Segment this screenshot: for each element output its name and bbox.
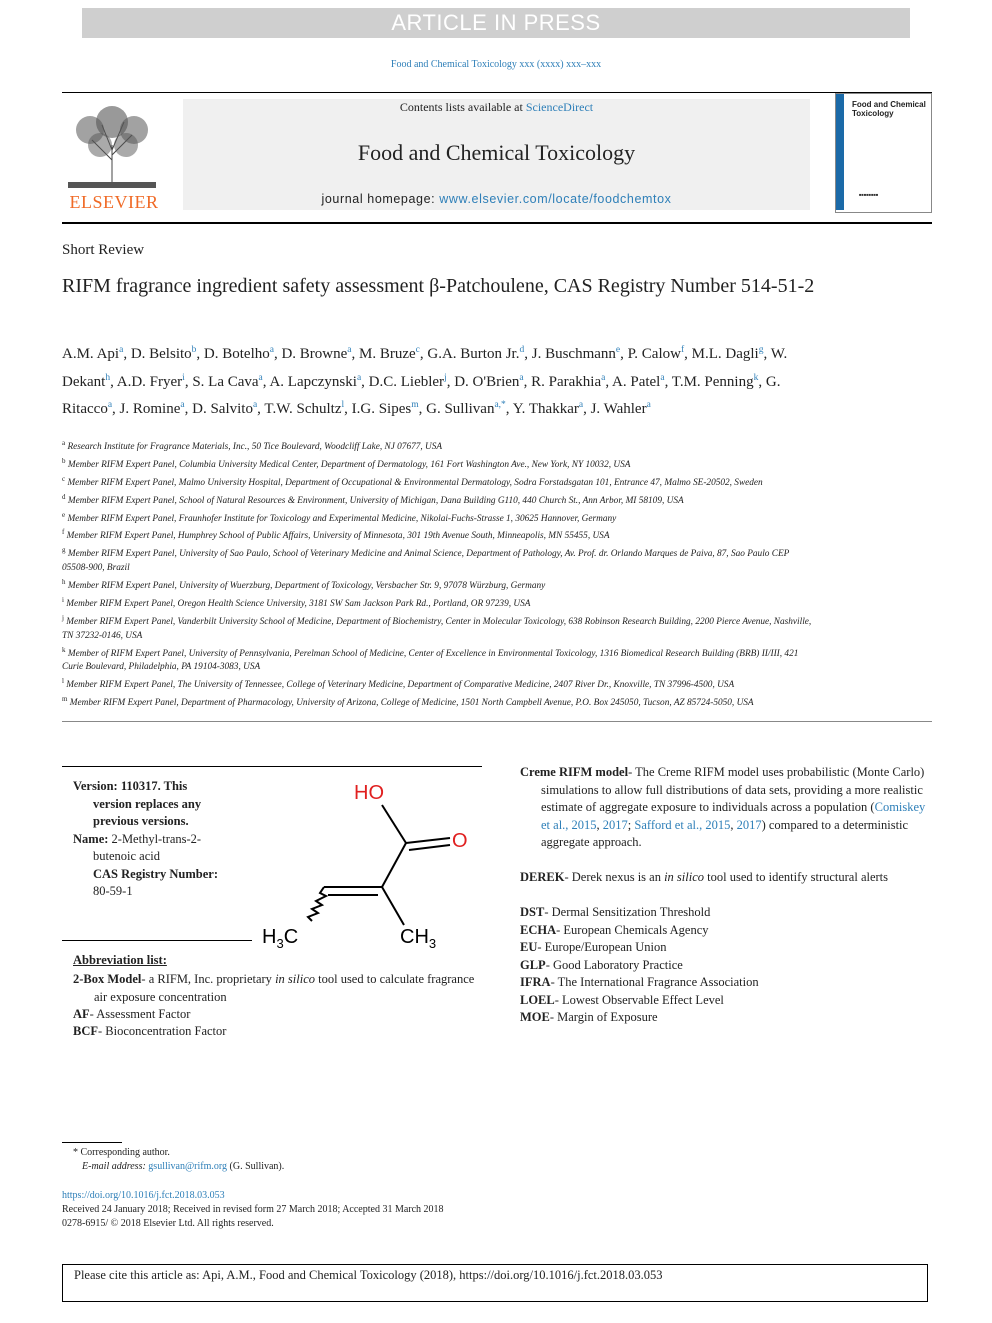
abbrev-def: - Dermal Sensitization Threshold <box>544 905 711 919</box>
abbrev-def: approach. <box>592 835 642 849</box>
abbrev-term: GLP <box>520 957 546 972</box>
author-affiliation-link[interactable]: a <box>519 372 524 383</box>
version-cont2: previous versions. <box>93 814 189 828</box>
header-bottom-rule <box>62 222 932 224</box>
abbrev-term: DEREK <box>520 870 565 884</box>
bond-c-ch3 <box>382 887 404 925</box>
ch3-label <box>400 926 436 951</box>
email-line <box>82 1161 284 1172</box>
abbrev-def: (Monte Carlo) simulations to allow full distributions of data sets, <box>541 765 925 797</box>
author-name: I.G. Sipes <box>351 401 412 417</box>
abbrev-def-em: in silico <box>664 870 705 884</box>
email-link[interactable]: gsullivan@rifm.org <box>148 1161 228 1172</box>
version-label: Version: <box>73 779 118 793</box>
author-affiliation-link[interactable]: a <box>107 400 113 410</box>
abbrev-term: DST <box>520 905 545 919</box>
author-affiliation-link[interactable]: e <box>615 345 621 355</box>
author-affiliation-link[interactable]: a <box>578 400 584 410</box>
affiliation-text: Member RIFM Expert Panel, School of Natural Resources & Environment, University of Michigan, Dana Building G110, 440 Church St., Ann Arbor, MI 58109, USA <box>67 495 684 506</box>
contents-line <box>183 100 810 115</box>
affiliation-item <box>62 509 817 527</box>
affiliation-marker: m <box>62 695 68 704</box>
affiliations-list <box>62 437 817 711</box>
author-name: D. O'Brien <box>454 373 520 390</box>
h3c-label <box>262 926 298 951</box>
article-in-press-banner: ARTICLE IN PRESS <box>82 8 910 38</box>
author-name: D.C. Liebler <box>368 373 445 390</box>
author-affiliation-link[interactable]: a <box>180 400 185 410</box>
received-dates: Received 24 January 2018; Received in revised form 27 March 2018; Accepted 31 March 2018 <box>62 1204 444 1215</box>
author-name: D. Belsito <box>130 346 192 362</box>
bond-c-c <box>382 843 406 887</box>
affiliation-text: Member RIFM Expert Panel, The University of Tennessee, College of Veterinary Medicine, Department of Comparative Medicine, 2407 River Dr., Knoxville, TN 37996-4500, USA <box>66 680 735 691</box>
affiliation-text: Member of RIFM Expert Panel, University of Pennsylvania, Perelman School of Medicine, Center of Excellence in Environmental Toxicology, 1316 Biomedical Research Building (BRB) II/III, 421 Curie Boulevard, Philadelphia, PA 19104-3083, USA <box>62 648 799 673</box>
author-affiliation-link[interactable]: c <box>415 345 420 355</box>
name-value2: butenoic acid <box>93 849 160 863</box>
chem-box-bottom-rule <box>62 940 252 941</box>
ref-safford-2015[interactable]: Safford et al., 2015 <box>634 817 731 832</box>
affiliation-item <box>62 675 817 693</box>
abbrev-item <box>520 922 932 940</box>
abbrev-term: Creme RIFM model <box>520 765 629 779</box>
affiliation-marker: d <box>62 492 66 501</box>
author-affiliation-link[interactable]: a <box>356 372 362 383</box>
abbrev-term: LOEL <box>520 992 555 1007</box>
abbreviation-list-title: Abbreviation list: <box>73 953 167 967</box>
abbrev-derek <box>520 869 932 887</box>
author-affiliation-link[interactable]: b <box>191 345 197 355</box>
author-affiliation-link[interactable]: a <box>258 372 263 383</box>
affiliation-item <box>62 526 817 544</box>
affiliation-item <box>62 455 817 473</box>
hydroxyl-label: HO <box>354 782 384 804</box>
author-name: W. Dekant <box>62 346 788 390</box>
affiliation-marker: j <box>62 613 64 622</box>
elsevier-wordmark: ELSEVIER <box>69 192 159 212</box>
oxygen-label: O <box>452 830 468 852</box>
corresponding-author-note <box>73 1147 170 1158</box>
author-name: J. Romine <box>119 401 181 417</box>
affiliation-text: Member RIFM Expert Panel, Vanderbilt University School of Medicine, Department of Biochemistry, Center in Molecular Toxicology, 638 Robinson Research Building, 2200 Pierce Avenue, Nashville, TN 37232-0146, USA <box>62 616 812 641</box>
abbrev-def: - European Chemicals Agency <box>556 922 709 937</box>
author-name: J. Buschmann <box>531 346 616 362</box>
cover-publisher-mark-icon: ■■■■■■■■ <box>859 192 879 197</box>
abbrev-item <box>520 939 932 957</box>
author-name: R. Parakhia <box>531 373 602 390</box>
abbrev-2box <box>73 971 483 1006</box>
abbrev-bcf <box>73 1023 483 1041</box>
version-value: 110317. This <box>120 779 188 793</box>
author-affiliation-link[interactable]: d <box>519 345 525 355</box>
author-name: A.D. Fryer <box>116 373 183 390</box>
doi-link[interactable]: https://doi.org/10.1016/j.fct.2018.03.053 <box>62 1190 225 1201</box>
author-affiliation-link[interactable]: h <box>105 372 111 383</box>
author-name: P. Calow <box>627 346 681 362</box>
author-affiliation-link[interactable]: m <box>411 400 419 410</box>
abbrev-def: providing a more realistic estimate of aggregate exposure to <box>541 782 923 814</box>
journal-homepage-line <box>183 192 810 206</box>
abbrev-item <box>520 957 932 975</box>
chem-box-top-rule <box>62 766 482 767</box>
affiliation-item <box>62 693 817 711</box>
abbrev-def: individuals across a population ( <box>712 800 875 814</box>
affiliation-marker: a <box>62 439 66 447</box>
abbrev-item <box>520 1009 932 1027</box>
sciencedirect-link[interactable]: ScienceDirect <box>525 100 594 114</box>
version-cont1: version replaces any <box>93 796 202 811</box>
abbrev-term: IFRA <box>520 975 551 989</box>
email-name: (G. Sullivan). <box>229 1161 285 1172</box>
journal-reference-link[interactable]: Food and Chemical Toxicology xxx (xxxx) xxx–xxx <box>390 59 602 70</box>
affiliation-marker: f <box>62 528 65 537</box>
affiliation-text: Member RIFM Expert Panel, Department of Pharmacology, University of Arizona, College of Medicine, 1501 North Campbell Avenue, P.O. Box 245050, Tucson, AZ 85724-5050, USA <box>69 698 754 709</box>
author-name: A.M. Api <box>62 346 120 362</box>
abbrev-term: MOE <box>520 1010 550 1024</box>
abbrev-right-list <box>520 904 932 1027</box>
abbrev-term: 2-Box Model <box>73 972 142 986</box>
abbrev-creme: Creme RIFM model- The Creme RIFM model uses probabilistic (Monte Carlo) simulations to allow full distributions of data sets, providing a more realistic estimate of aggregate exposure to individuals across a population (Comiskey et al., 2015, 2017; Safford et al., 2015, 2017) compared to a deterministic aggregate approach. <box>520 765 926 849</box>
bond-wavy <box>308 887 326 921</box>
ref-comiskey-2015[interactable]: Comiskey et al., 2015 <box>541 800 926 832</box>
ref-safford-2017[interactable]: 2017 <box>736 817 762 832</box>
author-affiliation-link[interactable]: a <box>269 345 274 355</box>
affiliation-item <box>62 473 817 491</box>
abbrev-def: - Bioconcentration Factor <box>98 1024 227 1038</box>
abbrev-term: AF <box>73 1007 90 1021</box>
affiliation-item <box>62 644 817 676</box>
affiliation-marker: g <box>62 546 66 555</box>
abbrev-def: alerts <box>860 870 889 884</box>
author-name: M. Bruze <box>359 346 416 362</box>
affiliation-marker: e <box>62 510 66 519</box>
author-affiliation-link[interactable]: a,* <box>494 400 506 410</box>
author-name: J. Wahler <box>590 401 647 417</box>
citation-text: Please cite this article as: Api, A.M., Food and Chemical Toxicology (2018), https://doi.org/10.1016/j.fct.2018.03.053 <box>74 1268 663 1282</box>
affiliation-item <box>62 576 817 594</box>
abbrev-def: - Europe/European Union <box>537 940 667 954</box>
author-name: G. Sullivan <box>426 401 495 417</box>
version-block <box>73 778 243 901</box>
header-top-rule <box>62 92 932 93</box>
ref-comiskey-2017[interactable]: 2017 <box>602 817 628 832</box>
affiliation-marker: l <box>62 677 64 686</box>
homepage-prefix: journal homepage: <box>321 192 436 206</box>
ch3-sub: 3 <box>428 936 437 951</box>
author-name: A. Patel <box>612 373 661 390</box>
author-affiliation-link[interactable]: a <box>660 372 665 383</box>
affiliation-marker: c <box>62 474 66 483</box>
contents-prefix: Contents lists available at <box>399 100 523 114</box>
affiliation-text: Member RIFM Expert Panel, University of Wuerzburg, Department of Toxicology, Versbacher Str. 9, 97078 Würzburg, Germany <box>67 581 546 592</box>
journal-name: Food and Chemical Toxicology <box>357 140 636 165</box>
author-list: A.M. Api$^a$, D. Belsito$^b$, D. Botelho$^a$, D. Browne$^a$, M. Bruze$^c$, G.A. Burton Jr.$^d$, J. Buschmann$^e$, P. Calow$^f$, M.L. Dagli$^g$, W. Dekant$^h$, A.D. Fryer$^i$, S. La Cava$^a$, A. Lapczynski$^a$, D.C. Liebler$^j$, D. O'Brien$^a$, R. Parakhia$^a$, A. Patel$^a$, T.M. Penning$^k$, G. Ritacco$^a$, J. Romine$^a$, D. Salvito$^a$, T.W. Schultz$^l$, I.G. Sipes$^m$, G. Sullivan$^{a,*}$, Y. Thakkar$^a$, J. Wahler$^a$ <box>62 345 788 417</box>
author-affiliation-link[interactable]: i <box>182 372 185 383</box>
abbrev-def: - Good Laboratory Practice <box>545 957 683 972</box>
abbrev-term: BCF <box>73 1024 98 1038</box>
corresponding-text: Corresponding author. <box>80 1147 170 1158</box>
author-name: D. Botelho <box>203 346 270 362</box>
abbrev-def: - Lowest Observable Effect Level <box>554 992 724 1007</box>
abbrev-term: ECHA <box>520 922 557 937</box>
abbrev-def-em: in silico <box>275 972 315 986</box>
author-affiliation-link[interactable]: g <box>758 345 764 355</box>
affiliation-item <box>62 544 817 576</box>
name-label: Name: <box>73 831 109 846</box>
abbrev-def: - The International Fragrance Association <box>550 975 759 989</box>
affiliation-text: Member RIFM Expert Panel, Oregon Health Science University, 3181 SW Sam Jackson Park Rd., Portland, OR 97239, USA <box>66 599 531 610</box>
author-affiliation-link[interactable]: a <box>347 345 352 355</box>
author-name: S. La Cava <box>192 373 259 390</box>
affiliation-text: Member RIFM Expert Panel, Fraunhofer Institute for Toxicology and Experimental Medicine, Nikolai-Fuchs-Strasse 1, 30625 Hannover, Germany <box>67 513 617 524</box>
abbrev-item <box>520 992 932 1010</box>
asterisk-icon: * <box>73 1147 81 1158</box>
bond-oh-c <box>382 805 406 843</box>
h3c-h: H <box>262 926 277 948</box>
h3c-c: C <box>283 926 299 948</box>
chemical-structure-figure <box>254 775 474 955</box>
abbrev-def: - Margin of Exposure <box>549 1010 658 1024</box>
affiliation-item <box>62 594 817 612</box>
affiliation-text: Member RIFM Expert Panel, Humphrey School of Public Affairs, University of Minnesota, 301 19th Avenue South, Minneapolis, MN 55455, USA <box>66 531 610 542</box>
author-name: M.L. Dagli <box>691 346 759 362</box>
affiliation-marker: b <box>62 456 66 465</box>
h3c-sub: 3 <box>276 936 284 951</box>
author-name: T.W. Schultz <box>264 401 342 417</box>
email-label: E-mail address: <box>82 1161 146 1172</box>
author-affiliation-link[interactable]: a <box>252 400 258 410</box>
abbrev-def: ) compared to a deterministic aggregate <box>541 817 909 849</box>
affiliation-text: Member RIFM Expert Panel, Columbia University Medical Center, Department of Dermatology, 161 Fort Washington Ave., New York, NY 10032, USA <box>67 459 631 470</box>
affiliation-marker: h <box>62 578 66 587</box>
author-affiliation-link[interactable]: a <box>119 345 124 355</box>
abbrev-def: - The Creme RIFM model uses probabilistic <box>628 765 850 779</box>
abbrev-af <box>73 1006 483 1024</box>
cover-title: Food and Chemical Toxicology <box>852 100 926 118</box>
affiliation-item <box>62 437 817 455</box>
cas-value: 80-59-1 <box>93 884 133 898</box>
author-affiliation-link[interactable]: f <box>680 345 685 355</box>
author-affiliation-link[interactable]: j <box>444 372 447 383</box>
ch3-c: CH <box>400 926 429 948</box>
abbrev-def: - Assessment Factor <box>89 1007 191 1021</box>
abbrev-def: fragrance air exposure concentration <box>94 972 475 1004</box>
author-affiliation-link[interactable]: a <box>646 400 651 410</box>
affiliation-text: Member RIFM Expert Panel, Malmo University Hospital, Department of Occupational & Environmental Dermatology, Sodra Forstadsgatan 101, Entrance 47, Malmo SE-20502, Sweden <box>67 477 763 488</box>
cas-label: CAS Registry Number: <box>93 866 218 881</box>
author-name: D. Salvito <box>192 401 253 417</box>
journal-homepage-link[interactable]: www.elsevier.com/locate/foodchemtox <box>439 192 672 206</box>
article-title: RIFM fragrance ingredient safety assessment β-Patchoulene, CAS Registry Number 514-51-2 <box>62 275 815 297</box>
author-name: G.A. Burton Jr. <box>427 346 520 362</box>
bond-c-o-2 <box>409 845 450 850</box>
author-affiliation-link[interactable]: a <box>601 372 606 383</box>
affiliation-item <box>62 612 817 644</box>
copyright-line: 0278-6915/ © 2018 Elsevier Ltd. All rights reserved. <box>62 1218 274 1229</box>
name-value1: 2-Methyl-trans-2- <box>111 831 202 846</box>
author-name: G. Ritacco <box>62 373 781 417</box>
footnote-rule <box>62 1142 122 1143</box>
author-name: D. Browne <box>281 346 348 362</box>
abbrev-item <box>520 904 932 922</box>
cover-stripe <box>836 94 844 210</box>
affiliations-rule <box>62 721 932 722</box>
affiliation-text: Member RIFM Expert Panel, University of Sao Paulo, School of Veterinary Medicine and Animal Science, Department of Pathology, Av. Prof. dr. Orlando Marques de Paiva, 87, Sao Paulo CEP 05508-900, Brazil <box>62 549 790 574</box>
abbrev-def: tool used to identify structural <box>704 870 858 884</box>
abbrev-def: - Derek nexus is an <box>564 870 665 884</box>
affiliation-item <box>62 491 817 509</box>
affiliation-marker: i <box>62 595 64 604</box>
author-affiliation-link[interactable]: l <box>341 400 345 410</box>
author-affiliation-link[interactable]: k <box>753 372 759 383</box>
abbrev-def: tool used to calculate <box>315 972 424 986</box>
affiliation-text: Research Institute for Fragrance Materials, Inc., 50 Tice Boulevard, Woodcliff Lake, NJ 07677, USA <box>67 442 443 453</box>
bond-c-o-1 <box>406 838 450 843</box>
affiliation-marker: k <box>62 645 66 654</box>
author-name: T.M. Penning <box>671 373 754 390</box>
abbrev-item <box>520 974 932 992</box>
abbrev-def: - a RIFM, Inc. proprietary <box>141 972 276 986</box>
abbrev-term: EU <box>520 940 538 954</box>
author-name: Y. Thakkar <box>512 401 579 417</box>
author-name: A. Lapczynski <box>269 373 357 390</box>
article-type: Short Review <box>62 242 145 258</box>
